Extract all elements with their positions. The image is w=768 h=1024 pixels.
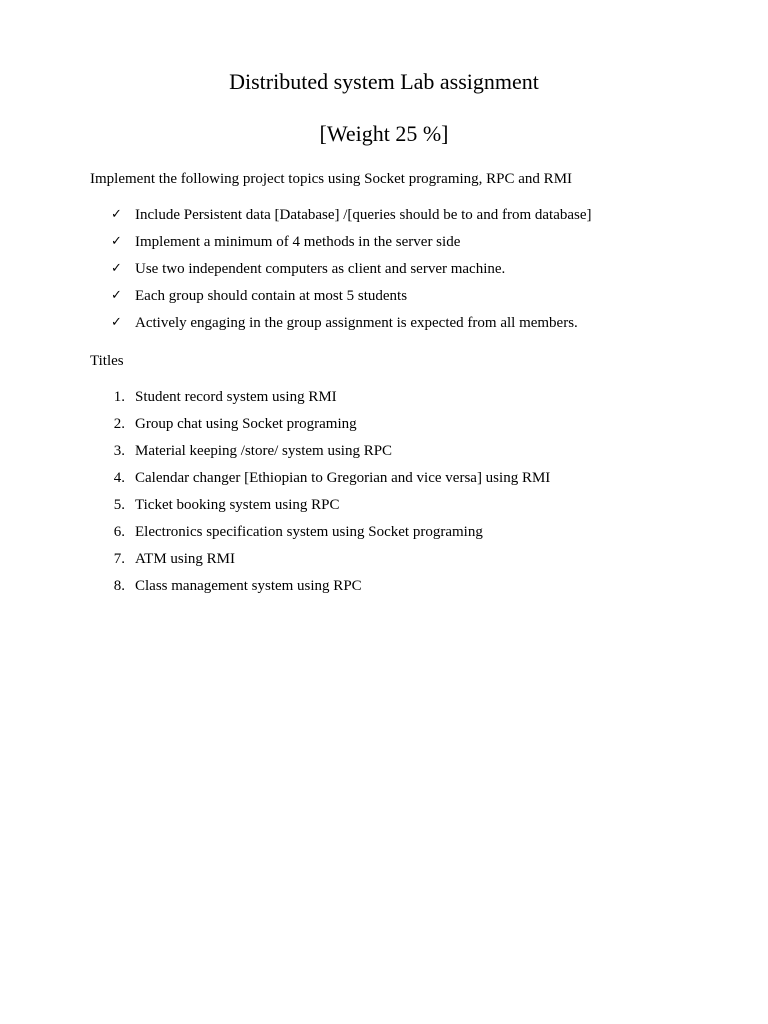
intro-paragraph: Implement the following project topics using Socket programing, RPC and RMI [90,171,573,187]
title-number: 4. [113,470,125,486]
title-text: Class management system using RPC [135,578,362,594]
title-item [0,523,768,550]
title-item [0,550,768,577]
requirement-item [0,206,768,233]
title-item [0,496,768,523]
title-number: 8. [113,578,125,594]
title-item [0,469,768,496]
requirements-list [0,206,768,341]
title-number: 1. [113,389,125,405]
requirement-text: Include Persistent data [Database] /[queries should be to and from database] [135,207,592,223]
title-item [0,577,768,604]
title-text: Calendar changer [Ethiopian to Gregorian and vice versa] using RMI [135,470,551,486]
title-text: Electronics specification system using Socket programing [135,524,483,540]
requirement-item [0,287,768,314]
title-text: Student record system using RMI [135,389,337,405]
requirement-text: Each group should contain at most 5 students [135,288,408,304]
requirement-item [0,314,768,341]
title-number: 3. [113,443,125,459]
title-item [0,388,768,415]
title-number: 2. [113,416,125,432]
document-title: Distributed system Lab assignment [229,69,539,94]
title-number: 7. [113,551,125,567]
title-item [0,442,768,469]
title-number: 5. [113,497,125,513]
checkmark-icon: ✓ [111,288,122,303]
title-text: Material keeping /store/ system using RPC [135,443,393,459]
requirement-text: Actively engaging in the group assignment is expected from all members. [135,315,578,331]
requirement-text: Use two independent computers as client and server machine. [135,261,506,277]
title-number: 6. [113,524,125,540]
title-text: Ticket booking system using RPC [135,497,340,513]
title-item [0,415,768,442]
weight-label: [Weight 25 %] [319,121,449,146]
checkmark-icon: ✓ [111,234,122,249]
title-text: ATM using RMI [135,551,236,567]
titles-heading: Titles [90,353,124,369]
requirement-item [0,233,768,260]
requirement-text: Implement a minimum of 4 methods in the server side [135,234,461,250]
titles-list [0,388,768,604]
checkmark-icon: ✓ [111,315,122,330]
checkmark-icon: ✓ [111,261,122,276]
checkmark-icon: ✓ [111,207,122,222]
title-text: Group chat using Socket programing [135,416,357,432]
requirement-item [0,260,768,287]
